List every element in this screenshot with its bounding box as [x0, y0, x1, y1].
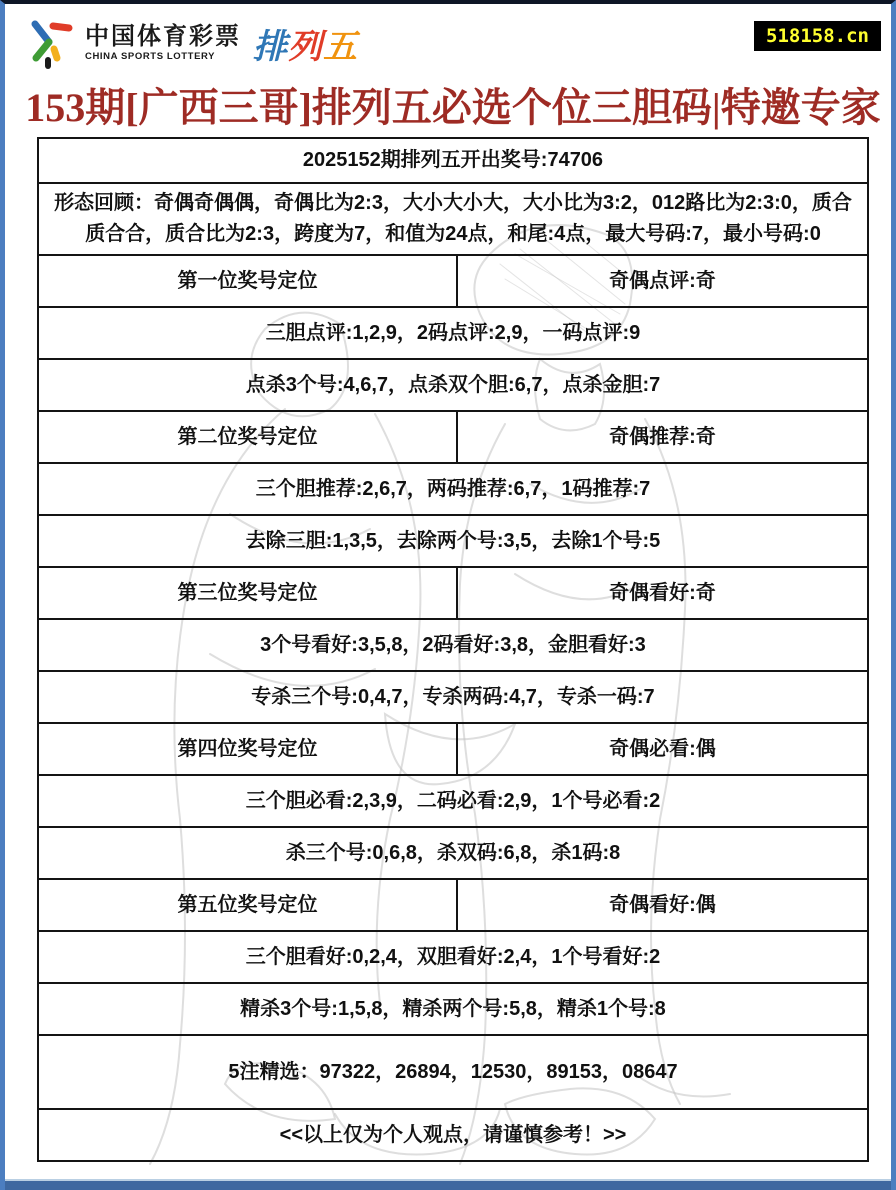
logo-chinese-text: 中国体育彩票	[85, 22, 241, 50]
table-row	[39, 930, 867, 982]
prediction-text-cell: 去除三胆:1,3,5，去除两个号:3,5，去除1个号:5	[245, 529, 661, 552]
position-header-cell: 第三位奖号定位	[39, 568, 458, 618]
table-row	[39, 722, 867, 774]
table-row	[39, 826, 867, 878]
parity-comment-cell: 奇偶必看:偶	[609, 737, 716, 760]
table-row	[39, 410, 867, 462]
site-domain-badge[interactable]: 518158.cn	[754, 21, 881, 51]
position-header-cell: 第一位奖号定位	[39, 256, 458, 306]
table-row	[39, 982, 867, 1034]
prediction-text-cell: 精杀3个号:1,5,8，精杀两个号:5,8，精杀1个号:8	[240, 997, 666, 1020]
position-header-cell: 第二位奖号定位	[39, 412, 458, 462]
prediction-text-cell: 点杀3个号:4,6,7，点杀双个胆:6,7，点杀金胆:7	[245, 373, 661, 396]
table-row	[39, 1108, 867, 1160]
page-title: 153期[广西三哥]排列五必选个位三胆码|特邀专家	[25, 85, 881, 130]
position-header-cell: 第五位奖号定位	[39, 880, 458, 930]
table-row	[39, 139, 867, 182]
sports-lottery-figure-icon	[23, 16, 77, 70]
logo-english-text: CHINA SPORTS LOTTERY	[85, 50, 216, 62]
brand-char-2: 列	[288, 27, 323, 66]
position-header-cell: 第四位奖号定位	[39, 724, 458, 774]
table-row	[39, 774, 867, 826]
prediction-text-cell: 三个胆必看:2,3,9，二码必看:2,9，1个号必看:2	[245, 789, 661, 812]
table-row	[39, 1034, 867, 1108]
table-row	[39, 358, 867, 410]
bottom-frame-bar	[5, 1179, 891, 1190]
table-row	[39, 254, 867, 306]
table-row	[39, 306, 867, 358]
prediction-text-cell: 3个号看好:3,5,8，2码看好:3,8，金胆看好:3	[260, 633, 646, 656]
table-row	[39, 670, 867, 722]
table-row	[39, 618, 867, 670]
prediction-text-cell: 杀三个号:0,6,8，杀双码:6,8，杀1码:8	[285, 841, 621, 864]
prediction-text-cell: 专杀三个号:0,4,7，专杀两码:4,7，专杀一码:7	[251, 685, 655, 708]
table-row	[39, 182, 867, 254]
brand-pailiewu	[253, 19, 358, 68]
prediction-text-cell: 三胆点评:1,2,9，2码点评:2,9，一码点评:9	[265, 321, 641, 344]
table-row	[39, 462, 867, 514]
parity-comment-cell: 奇偶看好:偶	[609, 893, 716, 916]
prediction-text-cell: 5注精选：97322，26894，12530，89153，08647	[228, 1060, 678, 1083]
prediction-text-cell: <<以上仅为个人观点，请谨慎参考！>>	[279, 1123, 627, 1146]
brand-char-3: 五	[323, 27, 358, 66]
prediction-text-cell: 三个胆看好:0,2,4，双胆看好:2,4，1个号看好:2	[245, 945, 661, 968]
site-header	[23, 16, 358, 70]
brand-char-1: 排	[253, 27, 288, 66]
prediction-text-cell: 形态回顾：奇偶奇偶偶，奇偶比为2:3，大小大小大，大小比为3:2，012路比为2:3:0，质合质合合，质合比为2:3，跨度为7，和值为24点，和尾:4点，最大号码:7，最小号码:0	[54, 192, 852, 245]
parity-comment-cell: 奇偶点评:奇	[609, 269, 716, 292]
parity-comment-cell: 奇偶看好:奇	[609, 581, 716, 604]
table-row	[39, 878, 867, 930]
parity-comment-cell: 奇偶推荐:奇	[609, 425, 716, 448]
logo-wordmark	[85, 22, 241, 62]
prediction-table	[37, 137, 869, 1162]
table-row	[39, 514, 867, 566]
prediction-text-cell: 2025152期排列五开出奖号:74706	[302, 149, 604, 171]
prediction-text-cell: 三个胆推荐:2,6,7，两码推荐:6,7，1码推荐:7	[255, 477, 651, 500]
table-row	[39, 566, 867, 618]
